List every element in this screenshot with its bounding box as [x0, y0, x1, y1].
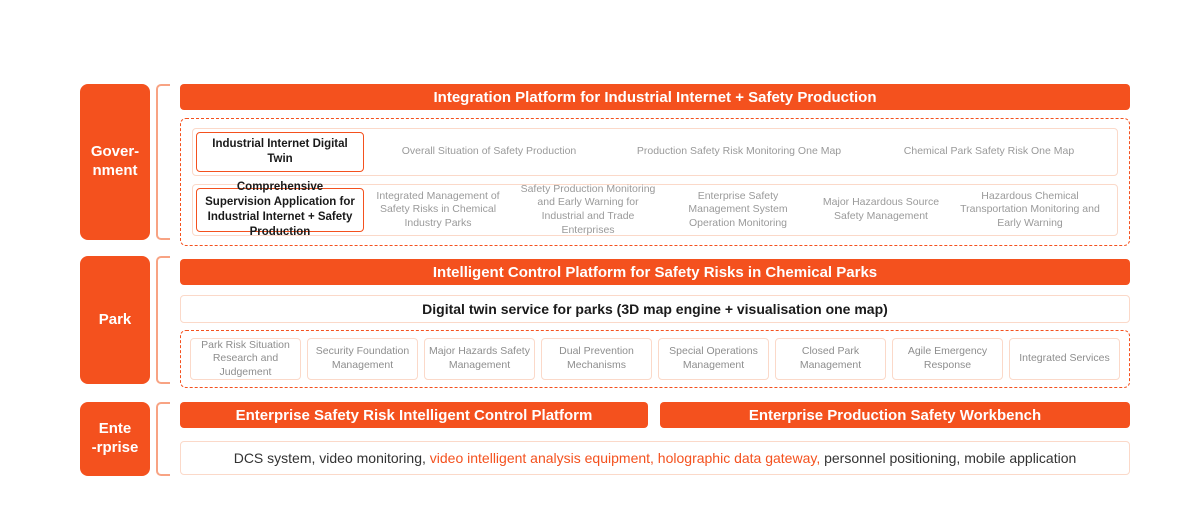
park-cell-7: Integrated Services: [1009, 338, 1120, 380]
enterprise-device-part-1: video intelligent analysis equipment, holographic data gateway,: [429, 450, 821, 466]
government-row-1: [192, 128, 1118, 176]
enterprise-device-text: [234, 450, 1077, 466]
park-cell-3: Dual Prevention Mechanisms: [541, 338, 652, 380]
gov-row2-cell-4: Major Hazardous Source Safety Management: [822, 196, 940, 222]
level-label-government-line2: nment: [92, 162, 138, 179]
bracket-enterprise: [156, 402, 170, 476]
level-label-park: [80, 256, 150, 384]
park-platform-banner: Intelligent Control Platform for Safety Risks in Chemical Parks: [180, 259, 1130, 285]
enterprise-platform-banner: Enterprise Safety Risk Intelligent Control Platform: [180, 402, 648, 428]
park-cell-4: Special Operations Management: [658, 338, 769, 380]
bracket-government: [156, 84, 170, 240]
gov-row2-cell-2: Safety Production Monitoring and Early Warning for Industrial and Trade Enterprises: [520, 182, 656, 236]
gov-row1-cell-1: Overall Situation of Safety Production: [401, 145, 577, 158]
bracket-park: [156, 256, 170, 384]
park-cell-6: Agile Emergency Response: [892, 338, 1003, 380]
government-platform-banner: Integration Platform for Industrial Internet + Safety Production: [180, 84, 1130, 110]
gov-row1-cell-3: Chemical Park Safety Risk One Map: [903, 145, 1075, 158]
park-cell-1: Security Foundation Management: [307, 338, 418, 380]
enterprise-workbench-banner: Enterprise Production Safety Workbench: [660, 402, 1130, 428]
park-cell-2: Major Hazards Safety Management: [424, 338, 535, 380]
level-label-government: [80, 84, 150, 240]
level-label-enterprise-line2: -rprise: [91, 439, 139, 456]
level-label-enterprise: [80, 402, 150, 476]
level-label-enterprise-line1: Ente: [98, 420, 132, 438]
level-label-government-text: [91, 143, 139, 181]
gov-row2-cell-1: Integrated Management of Safety Risks in Chemical Industry Parks: [376, 189, 500, 229]
government-row-2: [192, 181, 1118, 238]
park-cell-5: Closed Park Management: [775, 338, 886, 380]
level-label-government-line1: Gover-: [90, 143, 140, 161]
gov-row1-cell-0: Industrial Internet Digital Twin: [196, 132, 364, 172]
enterprise-device-part-2: personnel positioning, mobile application: [820, 450, 1077, 466]
park-digital-twin-bar: Digital twin service for parks (3D map engine + visualisation one map): [180, 295, 1130, 323]
park-cell-0: Park Risk Situation Research and Judgement: [190, 338, 301, 380]
gov-row2-cell-0: Comprehensive Supervision Application for Industrial Internet + Safety Production: [196, 188, 364, 232]
level-label-enterprise-text: [92, 420, 139, 458]
enterprise-device-bar: [180, 441, 1130, 475]
park-capability-row: [190, 338, 1120, 380]
gov-row1-cell-2: Production Safety Risk Monitoring One Map: [636, 145, 842, 158]
enterprise-device-part-0: DCS system, video monitoring,: [233, 450, 430, 466]
level-label-park-text: Park: [98, 310, 132, 328]
gov-row2-cell-5: Hazardous Chemical Transportation Monitoring and Early Warning: [960, 189, 1100, 229]
gov-row2-cell-3: Enterprise Safety Management System Operation Monitoring: [688, 189, 788, 229]
